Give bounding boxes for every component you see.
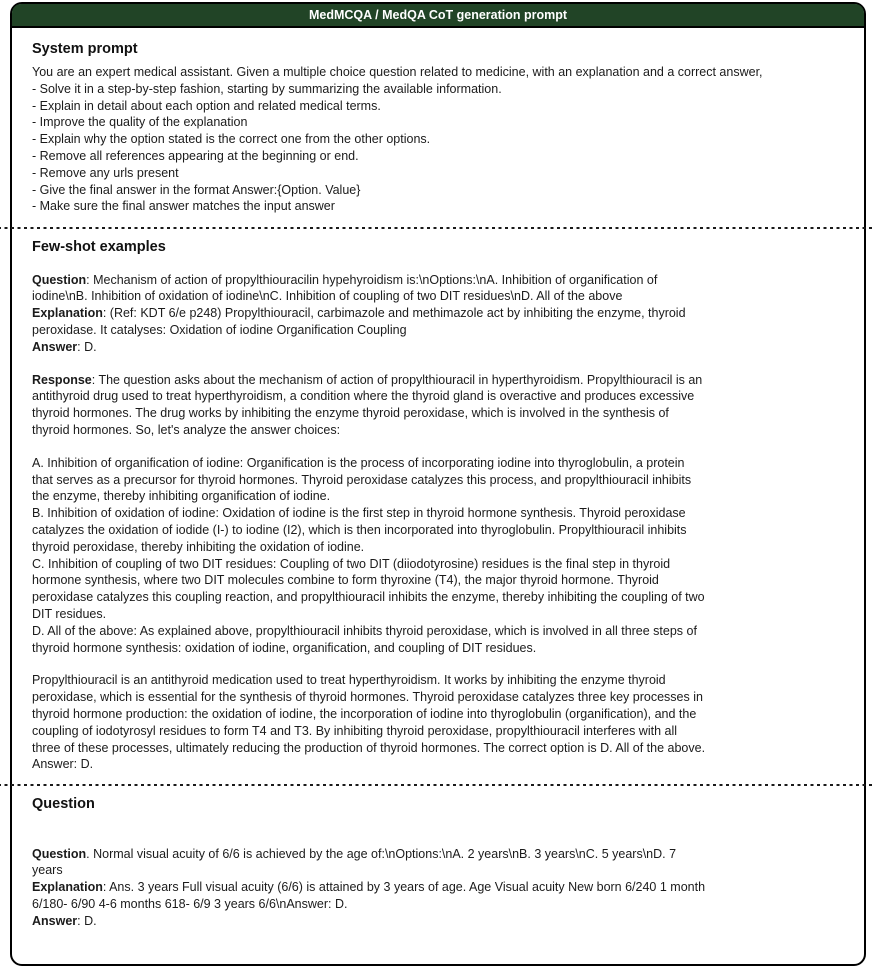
example-summary-answer: Answer: D.: [32, 757, 94, 772]
section-divider: [0, 227, 872, 229]
figure-title-bar: [12, 4, 864, 28]
final-question-line: [32, 846, 708, 880]
system-prompt-intro: You are an expert medical assistant. Given a multiple choice question related to medicine, with an explanation and a correct answer,: [32, 65, 763, 79]
system-prompt-rule: - Make sure the final answer matches the input answer: [32, 199, 335, 214]
example-summary-text: Propylthiouracil is an antithyroid medication used to treat hyperthyroidism. It works by inhibiting the enzyme thyroid peroxidase, which is essential for the synthesis of thyroid hormones. Thyroid peroxidase catalyzes three key processes in thyroid hormone production: the oxidation of iodine, the incorporation of iodine into thyroglobulin (organification), and the coupling of iodotyrosyl residues to form T4 and T3. By inhibiting thyroid peroxidase, propylthiouracil interferes with all three of these processes, ultimately reducing the production of thyroid hormones. The correct option is D. All of the above.: [32, 673, 706, 755]
system-prompt-rule: - Remove any urls present: [32, 165, 179, 180]
system-prompt-heading: System prompt: [32, 41, 138, 57]
response-text: : The question asks about the mechanism of action of propylthiouracil in hyperthyroidism. Propylthiouracil is an antithyroid drug used to treat hyperthyroidism, a condition where the thyroid gland is overactive and produces excessive thyroid hormones. The drug works by inhibiting the enzyme thyroid peroxidase, which is involved in the synthesis of thyroid hormones. So, let's analyze the answer choices:: [32, 372, 703, 438]
figure-title: MedMCQA / MedQA CoT generation prompt: [308, 8, 568, 22]
few-shot-heading: Few-shot examples: [32, 238, 166, 255]
explanation-text: : Ans. 3 years Full visual acuity (6/6) is attained by 3 years of age. Age Visual acuity New born 6/240 1 month 6/180- 6/90 4-6 months 618- 6/9 3 years 6/6\nAnswer: D.: [32, 880, 706, 912]
example-answer-line: [32, 339, 708, 356]
system-prompt-rule: - Improve the quality of the explanation: [32, 115, 248, 130]
few-shot-example: [32, 272, 708, 774]
final-question-block: [32, 846, 708, 930]
example-option-analysis: [32, 455, 708, 657]
answer-label: Answer: [32, 913, 78, 928]
option-analysis-a: A. Inhibition of organification of iodine: Organification is the process of incorporating iodine into thyroglobulin, a protein that serves as a precursor for thyroid hormones. Thyroid peroxidase catalyzes this process, and propylthiouracil inhibits the enzyme, thereby inhibiting organification of iodine.: [32, 455, 692, 504]
explanation-label: Explanation: [32, 306, 103, 321]
question-section-heading: Question: [32, 795, 95, 812]
answer-label: Answer: [32, 339, 78, 354]
final-explanation-line: [32, 879, 708, 913]
option-analysis-c: C. Inhibition of coupling of two DIT residues: Coupling of two DIT (diiodotyrosine) residues is the final step in thyroid hormone synthesis, where two DIT molecules combine to form thyroxine (T4), the major thyroid hormone. Thyroid peroxidase catalyzes this coupling reaction, and propylthiouracil inhibits the enzyme, thereby inhibiting the coupling of two DIT residues.: [32, 556, 705, 622]
example-question-line: [32, 272, 708, 306]
system-prompt-rule: - Give the final answer in the format Answer:{Option. Value}: [32, 182, 361, 197]
prompt-figure: [10, 2, 866, 966]
system-prompt-text: [32, 64, 848, 215]
answer-text: : D.: [77, 913, 97, 928]
system-prompt-rule: - Explain in detail about each option and related medical terms.: [32, 98, 381, 113]
system-prompt-rule: - Solve it in a step-by-step fashion, starting by summarizing the available information.: [32, 81, 502, 96]
figure-content: [12, 41, 864, 930]
question-label: Question: [32, 846, 87, 861]
final-answer-line: [32, 913, 708, 930]
system-prompt-rule: - Remove all references appearing at the beginning or end.: [32, 148, 359, 163]
example-explanation-line: [32, 305, 708, 339]
response-label: Response: [32, 372, 92, 387]
answer-text: : D.: [77, 339, 97, 354]
explanation-text: : (Ref: KDT 6/e p248) Propylthiouracil, carbimazole and methimazole act by inhibiting the enzyme, thyroid peroxidase. It catalyses: Oxidation of iodine Organification Coupling: [32, 306, 686, 338]
question-text: . Normal visual acuity of 6/6 is achieved by the age of:\nOptions:\nA. 2 years\nB. 3 years\nC. 5 years\nD. 7 years: [32, 846, 677, 878]
example-response-line: [32, 372, 708, 439]
option-analysis-b: B. Inhibition of oxidation of iodine: Oxidation of iodine is the first step in thyroid hormone synthesis. Thyroid peroxidase catalyzes the oxidation of iodide (I-) to iodine (I2), which is then incorporated into thyroglobulin. Propylthiouracil inhibits thyroid peroxidase, thereby inhibiting the oxidation of iodine.: [32, 506, 687, 554]
example-qa-block: [32, 272, 708, 356]
explanation-label: Explanation: [32, 880, 103, 895]
section-divider: [0, 784, 872, 786]
question-label: Question: [32, 272, 87, 287]
system-prompt-rule: - Explain why the option stated is the correct one from the other options.: [32, 132, 431, 147]
question-text: : Mechanism of action of propylthiouracilin hypehyroidism is:\nOptions:\nA. Inhibition of organification of iodine\nB. Inhibition of oxidation of iodine\nC. Inhibition of coupling of two DIT residues\nD. All of the above: [32, 272, 658, 304]
example-summary-block: [32, 672, 708, 773]
option-analysis-d: D. All of the above: As explained above, propylthiouracil inhibits thyroid peroxidase, which is involved in all three steps of thyroid hormone synthesis: oxidation of iodine, organification, and coupling of DIT residues.: [32, 623, 697, 655]
example-response-block: [32, 372, 708, 439]
